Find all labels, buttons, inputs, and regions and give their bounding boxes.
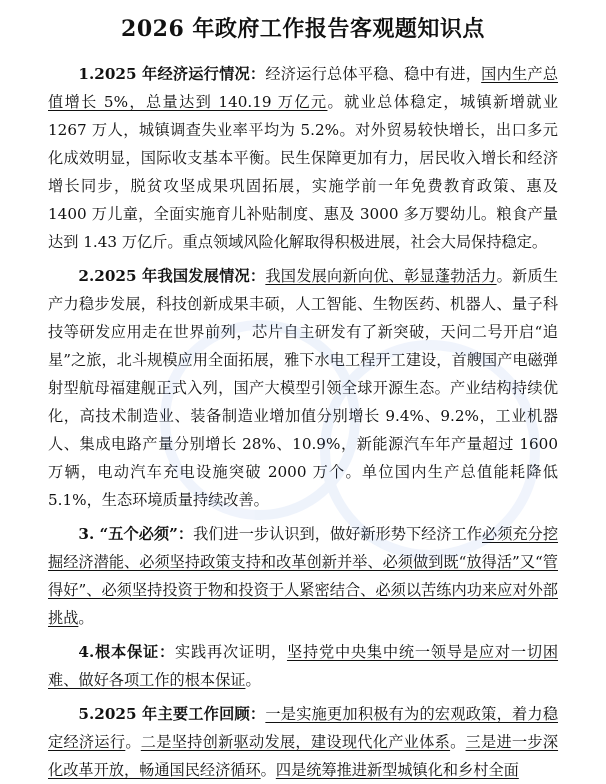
- section-4: [48, 638, 558, 694]
- segment: 。: [125, 733, 141, 751]
- segment: 。就业总体稳定，城镇新增就业 1267 万人，城镇调查失业率平均为 5.2%。对外贸易较快增长，出口多元化成效明显，国际收支基本平衡。民生保障更加有力，居民收入增长和经济增长同步，脱贫攻坚成果巩固拓展，实施学前一年免费教育政策、惠及 1400 万儿童，全面实施育儿补贴制度、惠及 3000 多万婴幼儿。粮食产量达到 1.43 万亿斤。重点领域风险化解取得积极进展，社会大局保持稳定。: [48, 93, 559, 251]
- segment-underlined: 坚持党中央集中统一领导是应对一切困难、做好各项工作的根本保证: [48, 643, 559, 689]
- section-heading: 5.2025 年主要工作回顾：: [78, 705, 266, 723]
- document-body: [48, 60, 558, 784]
- section-heading: 1.2025 年经济运行情况：: [78, 65, 266, 83]
- section-3: [48, 520, 558, 632]
- segment: 我们进一步认识到，做好新形势下经济工作: [193, 525, 482, 543]
- segment-underlined: 我国发展向新向优、彰显蓬勃活力: [265, 267, 497, 285]
- segment-underlined: 国内生产总值增长 5%，总量达到 140.19 万亿元: [48, 65, 559, 111]
- section-5: [48, 700, 558, 784]
- section-1: [48, 60, 558, 256]
- section-heading: 4.根本保证：: [78, 643, 176, 661]
- segment-underlined: 一是实施更加积极有为的宏观政策，着力稳定经济运行: [48, 705, 559, 751]
- page-title: 2026 年政府工作报告客观题知识点: [121, 16, 485, 42]
- segment: 。: [450, 733, 466, 751]
- segment: 实践再次证明，: [175, 643, 287, 661]
- segment: 。: [260, 761, 276, 779]
- segment: 。新质生产力稳步发展，科技创新成果丰硕，人工智能、生物医药、机器人、量子科技等研发应用走在世界前列，芯片自主研发有了新突破，天问二号开启“追星”之旅，北斗规模应用全面拓展，雅下水电工程开工建设，首艘国产电磁弹射型航母福建舰正式入列，国产大模型引领全球开源生态。产业结构持续优化，高技术制造业、装备制造业增加值分别增长 9.4%、9.2%，工业机器人、集成电路产量分别增长 28%、10.9%，新能源汽车年产量超过 1600 万辆，电动汽车充电设施突破 2000 万个。单位国内生产总值能耗降低 5.1%，生态环境质量持续改善。: [48, 267, 559, 509]
- section-2: [48, 262, 558, 514]
- segment-underlined: 二是坚持创新驱动发展，建设现代化产业体系: [140, 733, 451, 751]
- section-heading: 2.2025 年我国发展情况：: [78, 267, 266, 285]
- segment-underlined: 必须充分挖掘经济潜能、必须坚持政策支持和改革创新并举、必须做到既“放得活”又“管得好”、必须坚持投资于物和投资于人紧密结合、必须以苦练内功来应对外部挑战: [48, 525, 559, 627]
- segment: 。: [78, 609, 94, 627]
- segment-underlined: 三是进一步深化改革开放，畅通国民经济循环: [48, 733, 559, 779]
- segment: 。: [245, 671, 261, 689]
- segment-underlined: 四是统筹推进新型城镇化和乡村全面: [275, 761, 519, 779]
- segment: 经济运行总体平稳、稳中有进，: [265, 65, 482, 83]
- section-heading: 3. “五个必须”：: [78, 525, 194, 543]
